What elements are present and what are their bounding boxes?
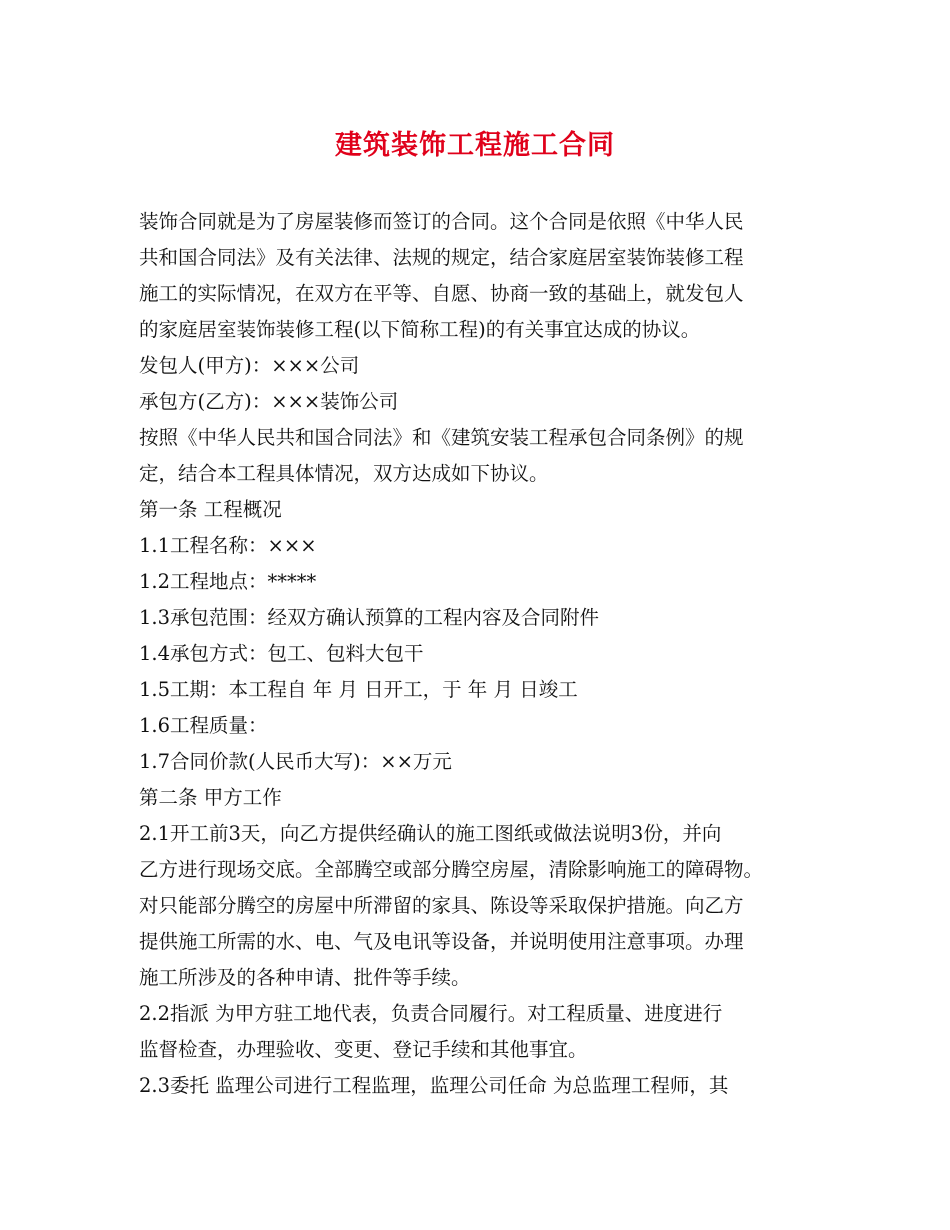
body-line: 按照《中华人民共和国合同法》和《建筑安装工程承包合同条例》的规 xyxy=(139,426,744,449)
article-heading: 第一条 工程概况 xyxy=(139,498,282,521)
article-heading: 第二条 甲方工作 xyxy=(139,786,282,809)
body-line: 装饰合同就是为了房屋装修而签订的合同。这个合同是依照《中华人民 xyxy=(139,210,744,233)
body-line: 共和国合同法》及有关法律、法规的规定，结合家庭居室装饰装修工程 xyxy=(139,246,744,269)
clause-line: 2.1开工前3天，向乙方提供经确认的施工图纸或做法说明3份，并向 xyxy=(139,822,722,845)
clause-line: 监督检查，办理验收、变更、登记手续和其他事宜。 xyxy=(139,1038,588,1061)
clause-line: 乙方进行现场交底。全部腾空或部分腾空房屋，清除影响施工的障碍物。 xyxy=(139,858,764,881)
clause-line: 1.5工期：本工程自 年 月 日开工，于 年 月 日竣工 xyxy=(139,678,578,701)
clause-line: 1.2工程地点：***** xyxy=(139,570,317,593)
clause-line: 对只能部分腾空的房屋中所滞留的家具、陈设等采取保护措施。向乙方 xyxy=(139,894,744,917)
party-b-line: 承包方(乙方)：×××装饰公司 xyxy=(139,390,399,413)
document-body xyxy=(139,204,829,1104)
body-line: 施工的实际情况，在双方在平等、自愿、协商一致的基础上，就发包人 xyxy=(139,282,744,305)
body-line: 的家庭居室装饰装修工程(以下简称工程)的有关事宜达成的协议。 xyxy=(139,318,701,341)
clause-line: 2.3委托 监理公司进行工程监理，监理公司任命 为总监理工程师，其 xyxy=(139,1074,729,1097)
clause-line: 1.4承包方式：包工、包料大包干 xyxy=(139,642,424,665)
clause-line: 2.2指派 为甲方驻工地代表，负责合同履行。对工程质量、进度进行 xyxy=(139,1002,723,1025)
clause-line: 1.3承包范围：经双方确认预算的工程内容及合同附件 xyxy=(139,606,600,629)
body-line: 定，结合本工程具体情况，双方达成如下协议。 xyxy=(139,462,549,485)
document-title: 建筑装饰工程施工合同 xyxy=(335,130,615,161)
clause-line: 1.7合同价款(人民币大写)：××万元 xyxy=(139,750,452,773)
clause-line: 提供施工所需的水、电、气及电讯等设备，并说明使用注意事项。办理 xyxy=(139,930,744,953)
clause-line: 施工所涉及的各种申请、批件等手续。 xyxy=(139,966,471,989)
party-a-line: 发包人(甲方)：×××公司 xyxy=(139,354,360,377)
clause-line: 1.6工程质量： xyxy=(139,714,268,737)
clause-line: 1.1工程名称：××× xyxy=(139,534,317,557)
